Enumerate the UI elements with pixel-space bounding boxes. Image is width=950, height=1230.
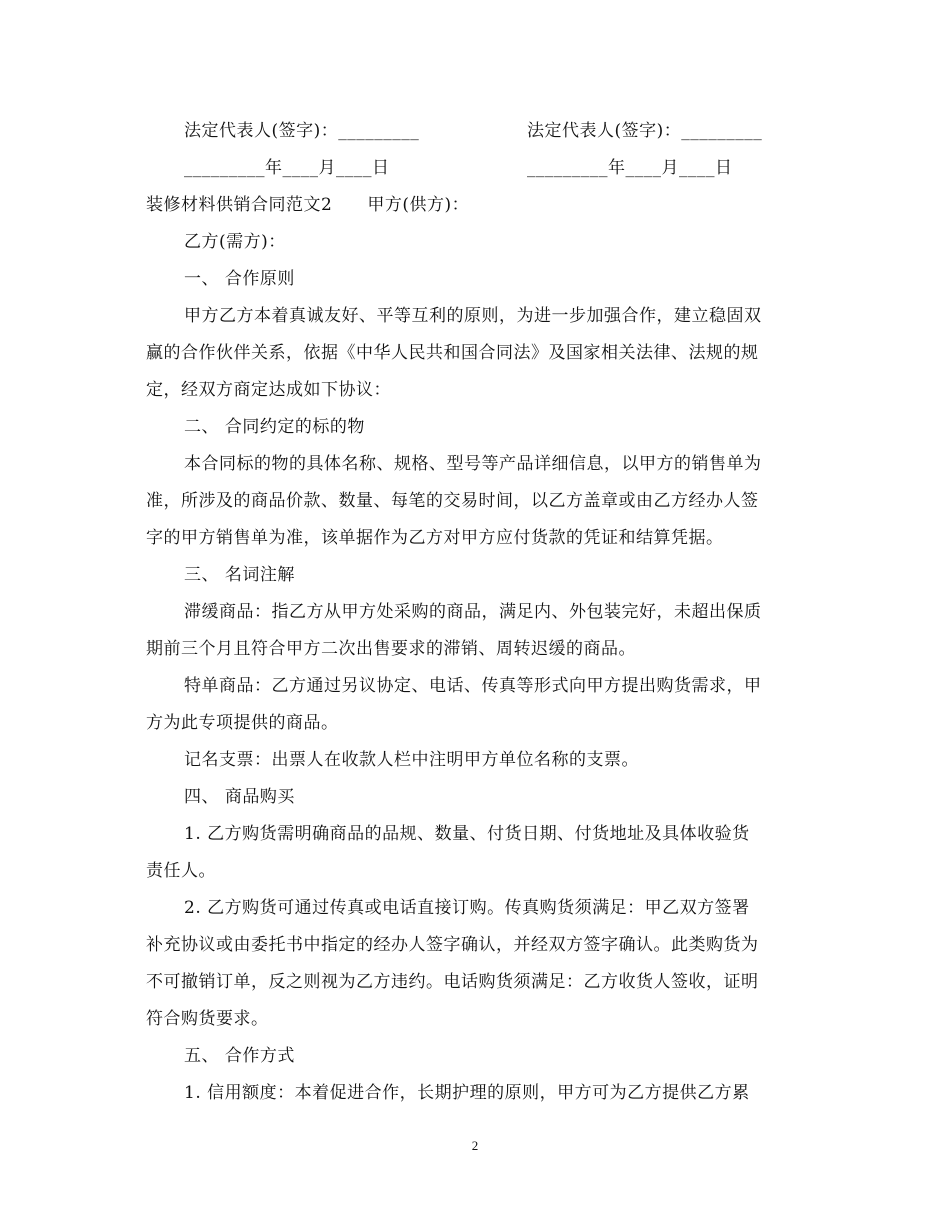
- paragraph-line: 不可撤销订单，反之则视为乙方违约。电话购货须满足：乙方收货人签收，证明: [146, 972, 759, 992]
- page-number: 2: [471, 1138, 479, 1153]
- paragraph-line: 甲方乙方本着真诚友好、平等互利的原则，为进一步加强合作，建立稳固双: [184, 306, 762, 326]
- paragraph-line: 责任人。: [146, 861, 216, 881]
- party-b-signature-date: _________年____月____日: [527, 158, 733, 178]
- paragraph-line: 准，所涉及的商品价款、数量、每笔的交易时间，以乙方盖章或由乙方经办人签: [146, 491, 759, 511]
- paragraph-line: 1. 乙方购货需明确商品的品规、数量、付货日期、付货地址及具体收验货: [184, 824, 750, 844]
- party-b-representative-signature: 法定代表人(签字)：_________: [527, 121, 763, 141]
- section-title: 二、 合同约定的标的物: [184, 417, 365, 437]
- paragraph-line: 特单商品：乙方通过另议协定、电话、传真等形式向甲方提出购货需求，甲: [184, 676, 762, 696]
- paragraph-line: 记名支票：出票人在收款人栏中注明甲方单位名称的支票。: [184, 750, 639, 770]
- paragraph-line: 滞缓商品：指乙方从甲方处采购的商品，满足内、外包装完好，未超出保质: [184, 602, 762, 622]
- section-title: 四、 商品购买: [184, 787, 295, 807]
- party-b-label: 乙方(需方)：: [184, 232, 286, 252]
- party-a-signature-date: _________年____月____日: [184, 158, 390, 178]
- paragraph-line: 补充协议或由委托书中指定的经办人签字确认，并经双方签字确认。此类购货为: [146, 935, 759, 955]
- paragraph-line: 本合同标的物的具体名称、规格、型号等产品详细信息，以甲方的销售单为: [184, 454, 762, 474]
- section-title: 五、 合作方式: [184, 1046, 295, 1066]
- paragraph-line: 定，经双方商定达成如下协议：: [146, 380, 391, 400]
- paragraph-line: 2. 乙方购货可通过传真或电话直接订购。传真购货须满足：甲乙双方签署: [184, 898, 750, 918]
- section-title: 三、 名词注解: [184, 565, 295, 585]
- paragraph-line: 符合购货要求。: [146, 1009, 269, 1029]
- paragraph-line: 1. 信用额度：本着促进合作，长期护理的原则，甲方可为乙方提供乙方累: [184, 1083, 750, 1103]
- paragraph-line: 字的甲方销售单为准，该单据作为乙方对甲方应付货款的凭证和结算凭据。: [146, 528, 724, 548]
- paragraph-line: 方为此专项提供的商品。: [146, 713, 339, 733]
- party-a-representative-signature: 法定代表人(签字)：_________: [184, 121, 420, 141]
- paragraph-line: 赢的合作伙伴关系，依据《中华人民共和国合同法》及国家相关法律、法规的规: [146, 343, 759, 363]
- section-title: 一、 合作原则: [184, 269, 295, 289]
- paragraph-line: 期前三个月且符合甲方二次出售要求的滞销、周转迟缓的商品。: [146, 639, 636, 659]
- contract-heading-line: 装修材料供销合同范文2 甲方(供方)：: [146, 195, 470, 215]
